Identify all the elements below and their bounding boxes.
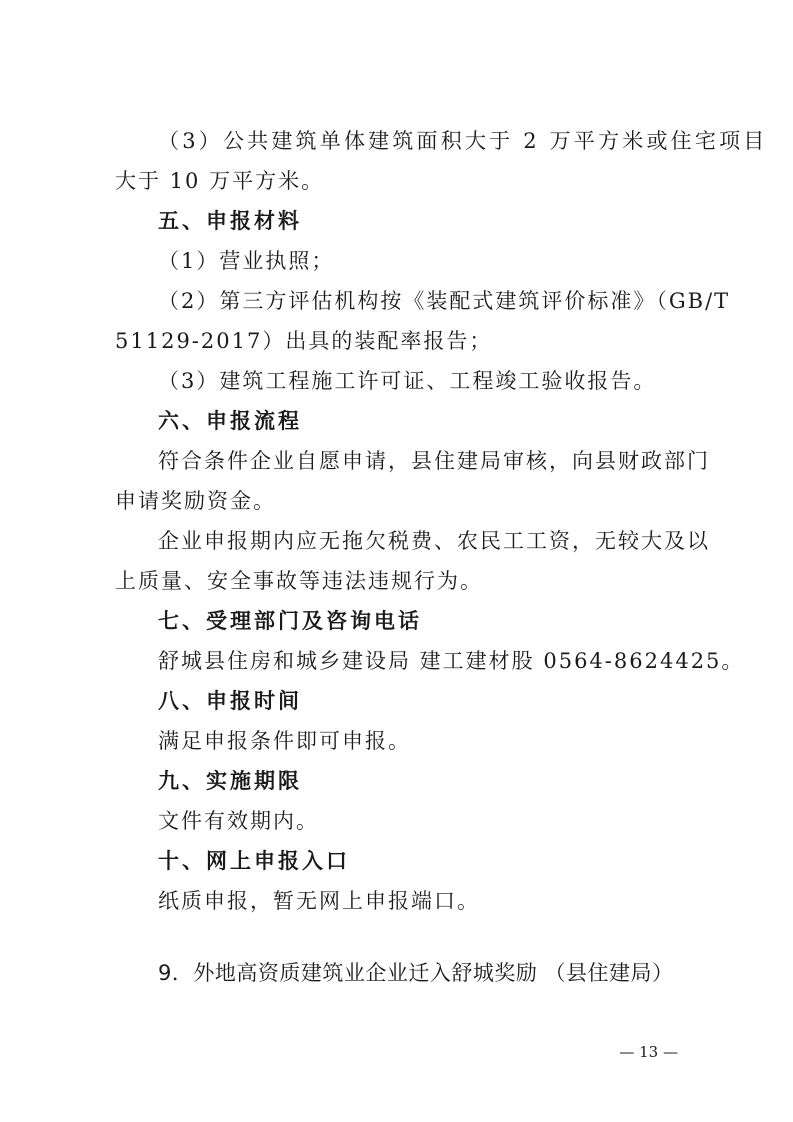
body-text: 上质量、安全事故等违法违规行为。 [115,569,483,593]
page-footer [0,1040,793,1064]
body-text: 纸质申报，暂无网上申报端口。 [158,889,480,913]
section-heading: 七、受理部门及咨询电话 [158,608,422,633]
body-text: （3）建筑工程施工许可证、工程竣工验收报告。 [158,369,657,393]
section-heading: 九、实施期限 [158,768,302,793]
section-heading: 六、申报流程 [158,408,302,433]
section-heading: 五、申报材料 [158,208,302,233]
body-text: 企业申报期内应无拖欠税费、农民工工资，无较大及以 [158,529,710,553]
body-text: （2）第三方评估机构按《装配式建筑评价标准》（GB/T [158,289,731,313]
subsection-title: 9．外地高资质建筑业企业迁入舒城奖励 （县住建局） [158,961,674,985]
body-text: （1）营业执照； [158,249,335,273]
section-heading: 十、网上申报入口 [158,848,350,873]
page-number: — 13 — [619,1043,678,1061]
body-text: 符合条件企业自愿申请，县住建局审核，向县财政部门 [158,449,710,473]
body-text: （3）公共建筑单体建筑面积大于 2 万平方米或住宅项目 [158,129,768,153]
body-text: 申请奖励资金。 [115,489,276,513]
body-text: 大于 10 万平方米。 [115,169,325,193]
section-heading: 八、申报时间 [158,688,302,713]
body-text: 文件有效期内。 [158,809,319,833]
body-text: 51129-2017）出具的装配率报告； [115,329,493,353]
body-text: 舒城县住房和城乡建设局 建工建材股 0564-8624425。 [158,649,745,673]
body-text: 满足申报条件即可申报。 [158,729,411,753]
